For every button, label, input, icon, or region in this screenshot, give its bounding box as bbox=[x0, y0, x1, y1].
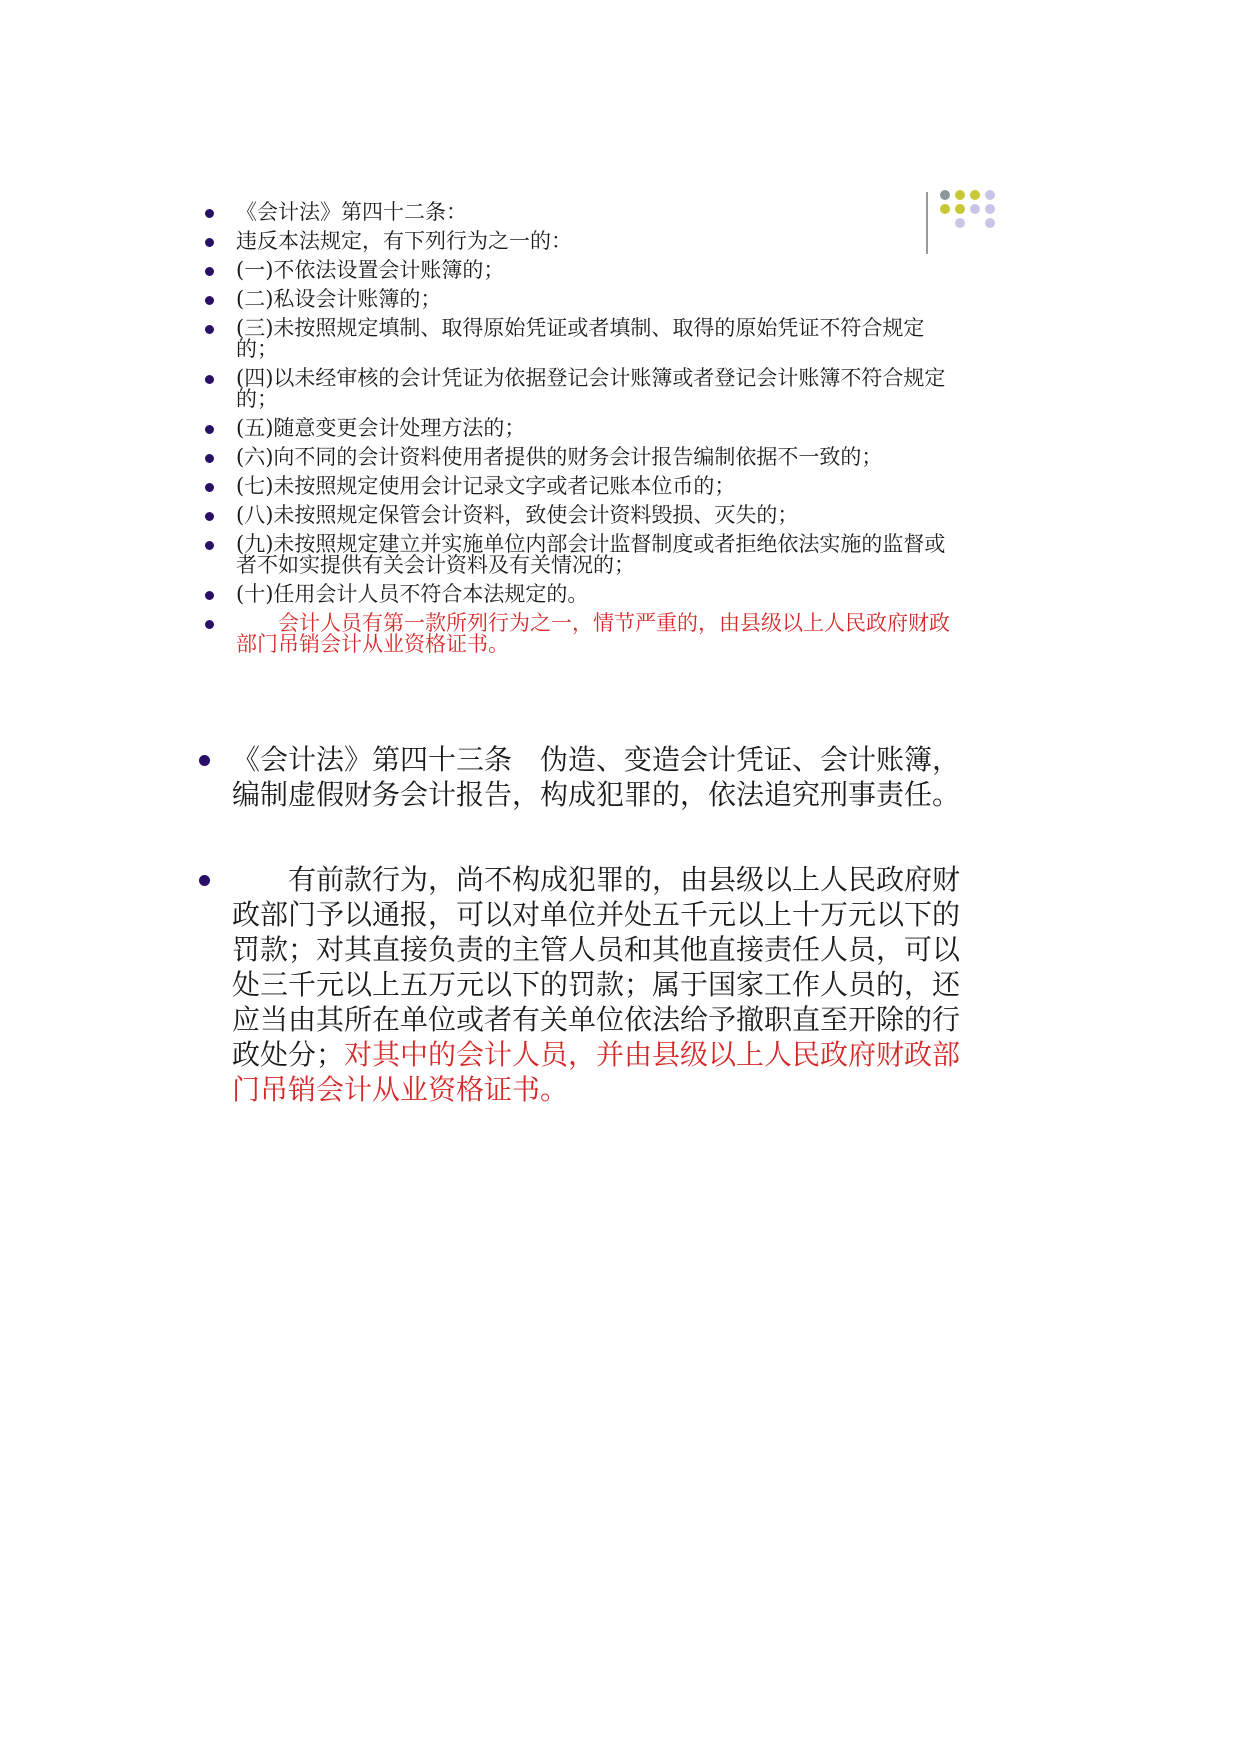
bullet-icon bbox=[205, 296, 214, 305]
bullet-icon bbox=[205, 425, 214, 434]
penalty-text-highlight: 对其中的会计人员，并由县级以上人民政府财政部门吊销会计从业资格证书。 bbox=[232, 1038, 961, 1106]
bullet-icon bbox=[205, 238, 214, 247]
bullet-icon bbox=[205, 591, 214, 600]
bullet-icon bbox=[205, 620, 214, 629]
bullet-icon bbox=[205, 454, 214, 463]
list-item: (五)随意变更会计处理方法的； bbox=[200, 418, 960, 439]
bullet-icon bbox=[199, 875, 210, 886]
list-item: (九)未按照规定建立并实施单位内部会计监督制度或者拒绝依法实施的监督或者不如实提供有关会计资料及有关情况的； bbox=[200, 534, 960, 576]
penalty-text: 有前款行为，尚不构成犯罪的，由县级以上人民政府财政部门予以通报，可以对单位并处五千元以上十万元以下的罚款；对其直接负责的主管人员和其他直接责任人员，可以处三千元以上五万元以下的罚款；属于国家工作人员的，还应当由其所在单位或者有关单位依法给予撤职直至开除的行政处分； bbox=[232, 863, 961, 1071]
list-item: (七)未按照规定使用会计记录文字或者记账本位币的； bbox=[200, 476, 960, 497]
list-item: (一)不依法设置会计账簿的； bbox=[200, 260, 960, 281]
list-item: (八)未按照规定保管会计资料，致使会计资料毁损、灭失的； bbox=[200, 505, 960, 526]
list-item: (三)未按照规定填制、取得原始凭证或者填制、取得的原始凭证不符合规定的； bbox=[200, 318, 960, 360]
list-item: 《会计法》第四十二条： bbox=[200, 202, 960, 223]
bullet-icon bbox=[205, 375, 214, 384]
bullet-icon bbox=[205, 512, 214, 521]
list-item-highlight: 会计人员有第一款所列行为之一，情节严重的，由县级以上人民政府财政部门吊销会计从业资格证书。 bbox=[200, 613, 960, 655]
penalty-paragraph bbox=[196, 862, 966, 1107]
article-43-section bbox=[196, 742, 966, 1157]
bullet-icon bbox=[205, 483, 214, 492]
bullet-icon bbox=[205, 267, 214, 276]
bullet-icon bbox=[205, 325, 214, 334]
bullet-icon bbox=[205, 541, 214, 550]
list-item: 违反本法规定，有下列行为之一的： bbox=[200, 231, 960, 252]
list-item: (四)以未经审核的会计凭证为依据登记会计账簿或者登记会计账簿不符合规定的； bbox=[200, 368, 960, 410]
list-item: (二)私设会计账簿的； bbox=[200, 289, 960, 310]
list-item: (六)向不同的会计资料使用者提供的财务会计报告编制依据不一致的； bbox=[200, 447, 960, 468]
bullet-icon bbox=[199, 755, 210, 766]
article-42-list bbox=[200, 202, 960, 663]
list-item: (十)任用会计人员不符合本法规定的。 bbox=[200, 584, 960, 605]
bullet-icon bbox=[205, 209, 214, 218]
article-43-paragraph: 《会计法》第四十三条 伪造、变造会计凭证、会计账簿，编制虚假财务会计报告，构成犯罪的，依法追究刑事责任。 bbox=[196, 742, 966, 812]
